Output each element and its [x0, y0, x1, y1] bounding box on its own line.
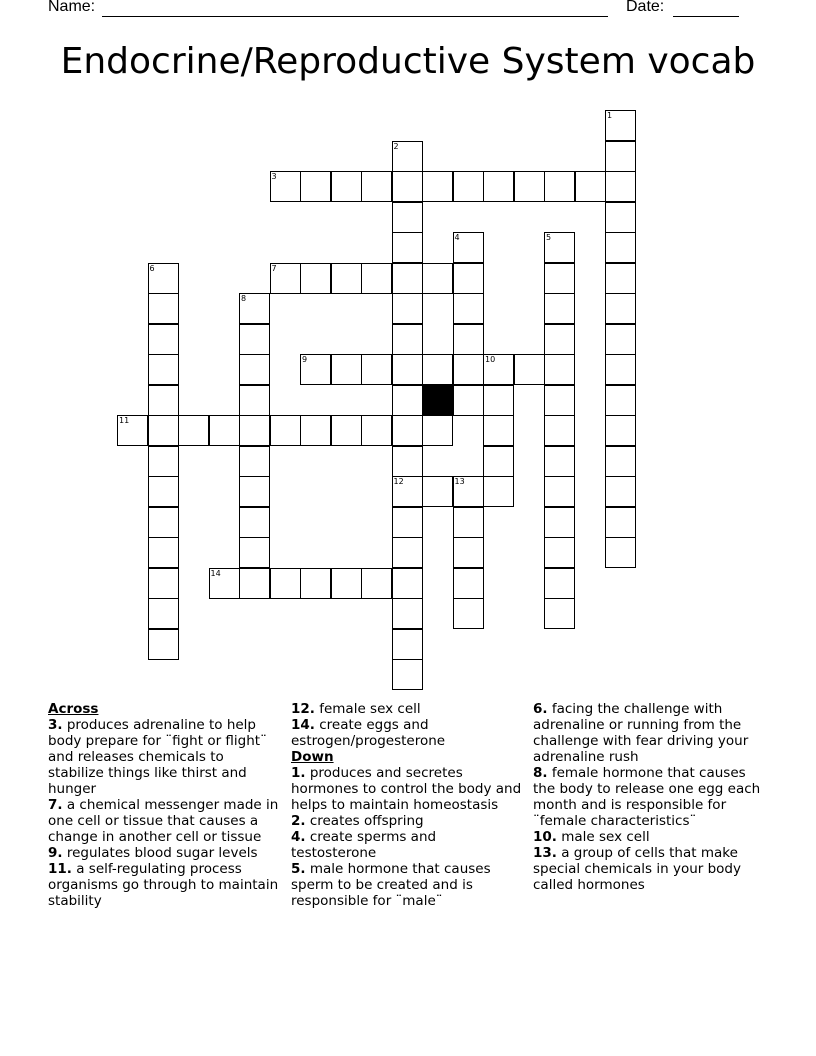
- crossword-cell[interactable]: [392, 568, 423, 599]
- crossword-cell[interactable]: [148, 385, 179, 416]
- crossword-cell[interactable]: [483, 415, 514, 446]
- crossword-cell[interactable]: [300, 354, 331, 385]
- crossword-cell[interactable]: [544, 324, 575, 355]
- crossword-cell[interactable]: [453, 324, 484, 355]
- crossword-cell[interactable]: [422, 476, 453, 507]
- crossword-cell[interactable]: [544, 507, 575, 538]
- across-heading: Across: [48, 701, 99, 717]
- crossword-cell[interactable]: [544, 232, 575, 263]
- crossword-cell[interactable]: [239, 415, 270, 446]
- crossword-cell[interactable]: [392, 446, 423, 477]
- crossword-cell[interactable]: [544, 171, 575, 202]
- date-label: Date:: [626, 0, 665, 15]
- crossword-cell[interactable]: [514, 171, 545, 202]
- cell-number: 13: [454, 477, 465, 486]
- crossword-cell[interactable]: [483, 385, 514, 416]
- crossword-cell[interactable]: [422, 354, 453, 385]
- crossword-cell[interactable]: [270, 568, 301, 599]
- crossword-cell[interactable]: [148, 537, 179, 568]
- crossword-cell[interactable]: [605, 171, 636, 202]
- crossword-cell[interactable]: [148, 476, 179, 507]
- crossword-cell[interactable]: [392, 232, 423, 263]
- cell-number: 8: [241, 294, 247, 303]
- crossword-cell[interactable]: [544, 537, 575, 568]
- clue-down-8: 8. female hormone that causes the body to release one egg each month and is responsible for ¨female characteristics¨: [533, 765, 761, 829]
- crossword-cell[interactable]: [544, 446, 575, 477]
- crossword-cell[interactable]: [453, 293, 484, 324]
- crossword-cell[interactable]: [117, 415, 148, 446]
- crossword-cell[interactable]: [544, 293, 575, 324]
- clue-down-6: 6. facing the challenge with adrenaline or running from the challenge with fear driving your adrenaline rush: [533, 701, 749, 765]
- crossword-cell[interactable]: [209, 568, 240, 599]
- clue-down-1: 1. produces and secretes hormones to control the body and helps to maintain homeostasis: [291, 765, 522, 813]
- crossword-cell[interactable]: [453, 385, 484, 416]
- clue-down-10: 10. male sex cell: [533, 829, 650, 845]
- crossword-cell[interactable]: [483, 476, 514, 507]
- crossword-cell[interactable]: [239, 507, 270, 538]
- crossword-cell[interactable]: [361, 171, 392, 202]
- clue-down-5: 5. male hormone that causes sperm to be created and is responsible for ¨male¨: [291, 861, 491, 909]
- cell-number: 11: [119, 416, 130, 425]
- cell-number: 2: [393, 141, 399, 151]
- crossword-cell[interactable]: [575, 171, 606, 202]
- crossword-cell[interactable]: [422, 415, 453, 446]
- crossword-cell[interactable]: [331, 568, 362, 599]
- crossword-cell[interactable]: [148, 415, 179, 446]
- crossword-cell[interactable]: [239, 476, 270, 507]
- crossword-cell[interactable]: [392, 263, 423, 294]
- crossword-cell[interactable]: [605, 324, 636, 355]
- crossword-cell[interactable]: [300, 415, 331, 446]
- crossword-cell[interactable]: [453, 507, 484, 538]
- crossword-cell[interactable]: [453, 537, 484, 568]
- crossword-cell[interactable]: [239, 293, 270, 324]
- clue-down-4: 4. create sperms and testosterone: [291, 829, 437, 861]
- crossword-cell[interactable]: [453, 568, 484, 599]
- cell-number: 9: [302, 355, 308, 364]
- cell-number: 10: [485, 355, 496, 364]
- clues-column-3: [533, 701, 765, 893]
- cell-number: 7: [271, 263, 277, 273]
- cell-number: 6: [149, 263, 155, 273]
- cell-number: 5: [546, 233, 552, 242]
- crossword-cell[interactable]: [148, 293, 179, 324]
- crossword-cell[interactable]: [605, 446, 636, 477]
- crossword-cell[interactable]: [605, 202, 636, 233]
- crossword-cell[interactable]: [331, 415, 362, 446]
- crossword-cell[interactable]: [605, 537, 636, 568]
- crossword-cell[interactable]: [392, 598, 423, 629]
- crossword-cell[interactable]: [148, 568, 179, 599]
- crossword-cell[interactable]: [392, 141, 423, 172]
- crossword-cell[interactable]: [392, 415, 423, 446]
- crossword-cell[interactable]: [605, 263, 636, 294]
- crossword-cell[interactable]: [361, 354, 392, 385]
- crossword-cell[interactable]: [239, 446, 270, 477]
- crossword-cell[interactable]: [361, 415, 392, 446]
- crossword-cell[interactable]: [392, 354, 423, 385]
- crossword-cell[interactable]: [544, 568, 575, 599]
- crossword-cell[interactable]: [270, 171, 301, 202]
- crossword-cell[interactable]: [605, 141, 636, 172]
- crossword-cell[interactable]: [605, 110, 636, 141]
- crossword-cell[interactable]: [148, 263, 179, 294]
- crossword-cell[interactable]: [361, 263, 392, 294]
- crossword-cell[interactable]: [270, 263, 301, 294]
- crossword-cell[interactable]: [422, 263, 453, 294]
- crossword-cell[interactable]: [392, 202, 423, 233]
- crossword-cell[interactable]: [148, 507, 179, 538]
- crossword-cell[interactable]: [331, 263, 362, 294]
- name-label: Name:: [48, 0, 96, 15]
- crossword-cell[interactable]: [544, 598, 575, 629]
- clue-down-13: 13. a group of cells that make special chemicals in your body called hormones: [533, 845, 741, 893]
- crossword-cell[interactable]: [453, 598, 484, 629]
- crossword-cell[interactable]: [392, 507, 423, 538]
- crossword-cell[interactable]: [392, 537, 423, 568]
- black-square: [422, 385, 453, 416]
- crossword-cell[interactable]: [239, 324, 270, 355]
- crossword-cell[interactable]: [392, 385, 423, 416]
- clue-across-14: 14. create eggs and estrogen/progesterone: [291, 717, 446, 749]
- crossword-cell[interactable]: [392, 659, 423, 690]
- crossword-cell[interactable]: [148, 446, 179, 477]
- crossword-cell[interactable]: [239, 385, 270, 416]
- crossword-cell[interactable]: [544, 385, 575, 416]
- crossword-cell[interactable]: [392, 324, 423, 355]
- cell-number: 1: [607, 111, 613, 120]
- crossword-cell[interactable]: [453, 232, 484, 263]
- crossword-cell[interactable]: [453, 171, 484, 202]
- crossword-cell[interactable]: [300, 171, 331, 202]
- crossword-cell[interactable]: [605, 354, 636, 385]
- crossword-cell[interactable]: [605, 385, 636, 416]
- crossword-cell[interactable]: [331, 171, 362, 202]
- crossword-cell[interactable]: [239, 537, 270, 568]
- crossword-cell[interactable]: [239, 568, 270, 599]
- crossword-cell[interactable]: [453, 354, 484, 385]
- clue-down-2: 2. creates offspring: [291, 813, 424, 829]
- crossword-cell[interactable]: [605, 476, 636, 507]
- crossword-cell[interactable]: [544, 354, 575, 385]
- crossword-cell[interactable]: [605, 232, 636, 263]
- crossword-cell[interactable]: [605, 507, 636, 538]
- crossword-cell[interactable]: [605, 415, 636, 446]
- crossword-cell[interactable]: [300, 263, 331, 294]
- crossword-cell[interactable]: [483, 171, 514, 202]
- down-heading: Down: [291, 749, 334, 765]
- clues-column-1: [48, 701, 280, 909]
- crossword-cell[interactable]: [605, 293, 636, 324]
- page-title: Endocrine/Reproductive System vocab: [60, 41, 756, 82]
- crossword-cell[interactable]: [178, 415, 209, 446]
- crossword-cell[interactable]: [209, 415, 240, 446]
- crossword-cell[interactable]: [392, 476, 423, 507]
- clue-across-9: 9. regulates blood sugar levels: [48, 845, 258, 861]
- cell-number: 3: [271, 172, 277, 181]
- crossword-cell[interactable]: [392, 171, 423, 202]
- crossword-cell[interactable]: [392, 293, 423, 324]
- crossword-cell[interactable]: [392, 629, 423, 660]
- clue-across-11: 11. a self-regulating process organisms go through to maintain stability: [48, 861, 279, 909]
- cell-number: 12: [393, 477, 404, 486]
- crossword-cell[interactable]: [514, 354, 545, 385]
- clue-across-7: 7. a chemical messenger made in one cell or tissue that causes a change in another cell or tissue: [48, 797, 279, 845]
- crossword-cell[interactable]: [544, 415, 575, 446]
- crossword-cell[interactable]: [300, 568, 331, 599]
- crossword-cell[interactable]: [453, 263, 484, 294]
- crossword-cell[interactable]: [422, 171, 453, 202]
- cell-number: 14: [210, 568, 221, 578]
- crossword-cell[interactable]: [331, 354, 362, 385]
- clues-column-2: [291, 701, 523, 909]
- crossword-cell[interactable]: [148, 354, 179, 385]
- crossword-cell[interactable]: [483, 354, 514, 385]
- crossword-cell[interactable]: [544, 476, 575, 507]
- crossword-cell[interactable]: [483, 446, 514, 477]
- crossword-cell[interactable]: [453, 476, 484, 507]
- clue-across-3: 3. produces adrenaline to help body prepare for ¨fight or flight¨ and releases chemicals to stabilize things like thirst and hunger: [48, 717, 267, 797]
- crossword-cell[interactable]: [148, 324, 179, 355]
- clue-across-12: 12. female sex cell: [291, 701, 421, 717]
- crossword-cell[interactable]: [270, 415, 301, 446]
- crossword-cell[interactable]: [544, 263, 575, 294]
- crossword-cell[interactable]: [239, 354, 270, 385]
- cell-number: 4: [454, 233, 460, 242]
- crossword-cell[interactable]: [361, 568, 392, 599]
- crossword-cell[interactable]: [148, 629, 179, 660]
- crossword-cell[interactable]: [148, 598, 179, 629]
